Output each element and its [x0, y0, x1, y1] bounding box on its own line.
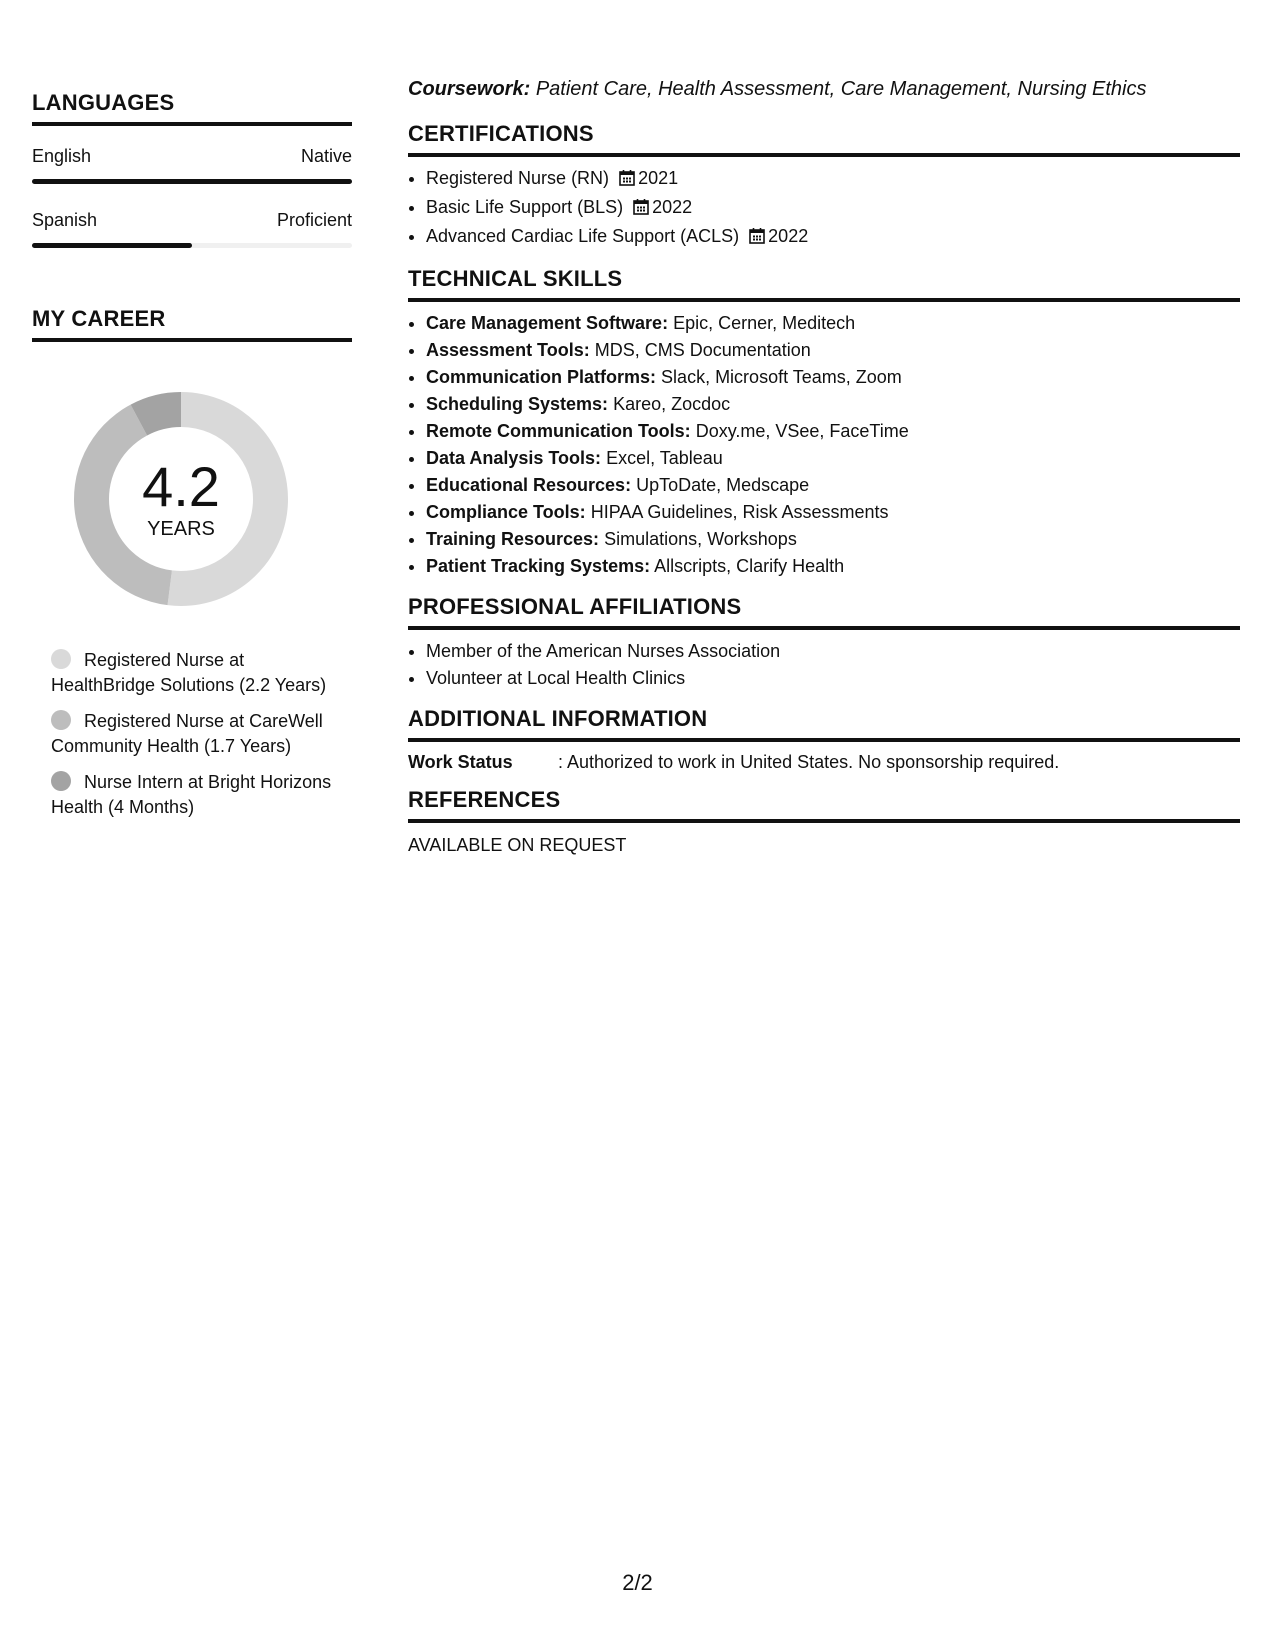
languages-title: LANGUAGES: [32, 90, 352, 126]
skill-value: Slack, Microsoft Teams, Zoom: [661, 367, 902, 387]
skill-value: Simulations, Workshops: [604, 529, 797, 549]
skill-value: Excel, Tableau: [606, 448, 723, 468]
certification-name: Registered Nurse (RN): [426, 168, 610, 188]
skill-label: Compliance Tools:: [426, 502, 586, 522]
legend-dot: [51, 649, 71, 669]
certification-item: [426, 165, 1240, 194]
skill-item: [426, 526, 1240, 553]
calendar-icon: [749, 225, 765, 252]
affiliations-list: [408, 638, 1240, 692]
language-level: Proficient: [276, 210, 352, 230]
skill-label: Patient Tracking Systems:: [426, 556, 651, 576]
references-text: AVAILABLE ON REQUEST: [408, 835, 627, 855]
skill-value: Kareo, Zocdoc: [613, 394, 731, 414]
work-status-row: [408, 752, 1240, 773]
affiliations-title: PROFESSIONAL AFFILIATIONS: [408, 594, 1240, 630]
skill-item: [426, 499, 1240, 526]
career-legend: [51, 648, 341, 819]
donut-center: [66, 384, 296, 614]
skill-label: Assessment Tools:: [426, 340, 590, 360]
legend-label: Registered Nurse at CareWell Community Health (1.7 Years): [51, 711, 323, 756]
legend-label: Registered Nurse at HealthBridge Solutions (2.2 Years): [51, 650, 327, 695]
work-status-label: Work Status: [408, 752, 513, 772]
language-bar-fill: [32, 179, 352, 184]
references-section: [408, 787, 1240, 856]
language-name: English: [32, 146, 92, 166]
coursework-label: Coursework:: [408, 78, 531, 100]
skill-item: [426, 391, 1240, 418]
legend-label: Nurse Intern at Bright Horizons Health (4 Months): [51, 772, 332, 817]
skill-label: Educational Resources:: [426, 475, 632, 495]
skill-label: Data Analysis Tools:: [426, 448, 602, 468]
certification-item: [426, 194, 1240, 223]
skill-label: Scheduling Systems:: [426, 394, 609, 414]
certification-year: 2021: [638, 168, 679, 188]
affiliation-item: • Volunteer at Local Health Clinics: [426, 665, 1240, 692]
skill-item: [426, 472, 1240, 499]
career-donut-chart: [66, 384, 296, 614]
language-item: [32, 210, 352, 248]
certification-year: 2022: [768, 226, 809, 246]
career-title: MY CAREER: [32, 306, 352, 342]
career-total: 4.2: [142, 454, 220, 518]
skill-item: [426, 364, 1240, 391]
skill-value: UpToDate, Medscape: [636, 475, 810, 495]
additional-info-title: ADDITIONAL INFORMATION: [408, 706, 1240, 742]
certifications-title: CERTIFICATIONS: [408, 121, 1240, 157]
skill-value: HIPAA Guidelines, Risk Assessments: [590, 502, 889, 522]
skill-label: Care Management Software:: [426, 313, 669, 333]
language-level: Native: [300, 146, 352, 166]
skill-item: [426, 553, 1240, 580]
references-title: REFERENCES: [408, 787, 1240, 823]
left-column: [32, 90, 352, 831]
technical-skills-list: [408, 310, 1240, 580]
skill-item: [426, 445, 1240, 472]
page-number: 2/2: [622, 1570, 653, 1595]
language-bar-fill: [32, 243, 192, 248]
skill-value: Allscripts, Clarify Health: [654, 556, 845, 576]
skill-item: [426, 337, 1240, 364]
legend-dot: [51, 771, 71, 791]
affiliations-section: [408, 594, 1240, 692]
coursework-line: [408, 78, 1240, 101]
legend-item: [51, 709, 341, 758]
certification-name: Basic Life Support (BLS): [426, 197, 624, 217]
career-unit: YEARS: [147, 517, 215, 540]
legend-dot: [51, 710, 71, 730]
skill-value: Doxy.me, VSee, FaceTime: [695, 421, 909, 441]
additional-info-section: [408, 706, 1240, 773]
skill-label: Training Resources:: [426, 529, 600, 549]
legend-item: [51, 770, 341, 819]
language-item: [32, 146, 352, 184]
legend-item: [51, 648, 341, 697]
technical-skills-section: [408, 266, 1240, 580]
skill-item: [426, 418, 1240, 445]
skill-label: Remote Communication Tools:: [426, 421, 691, 441]
certifications-list: [408, 165, 1240, 252]
certification-name: Advanced Cardiac Life Support (ACLS): [426, 226, 740, 246]
calendar-icon: [633, 196, 649, 223]
certification-year: 2022: [652, 197, 693, 217]
language-bar-track: [32, 243, 352, 248]
affiliation-item: • Member of the American Nurses Association: [426, 638, 1240, 665]
certifications-section: [408, 121, 1240, 252]
skill-value: MDS, CMS Documentation: [594, 340, 811, 360]
skill-item: [426, 310, 1240, 337]
languages-section: [32, 90, 352, 248]
skill-label: Communication Platforms:: [426, 367, 657, 387]
language-bar-track: [32, 179, 352, 184]
technical-skills-title: TECHNICAL SKILLS: [408, 266, 1240, 302]
certification-item: [426, 223, 1240, 252]
language-name: Spanish: [32, 210, 98, 230]
career-section: [32, 306, 352, 819]
calendar-icon: [619, 167, 635, 194]
right-column: [408, 78, 1240, 870]
skill-value: Epic, Cerner, Meditech: [673, 313, 856, 333]
coursework-text: Patient Care, Health Assessment, Care Management, Nursing Ethics: [535, 78, 1147, 100]
work-status-value: : Authorized to work in United States. No sponsorship required.: [558, 752, 1060, 772]
